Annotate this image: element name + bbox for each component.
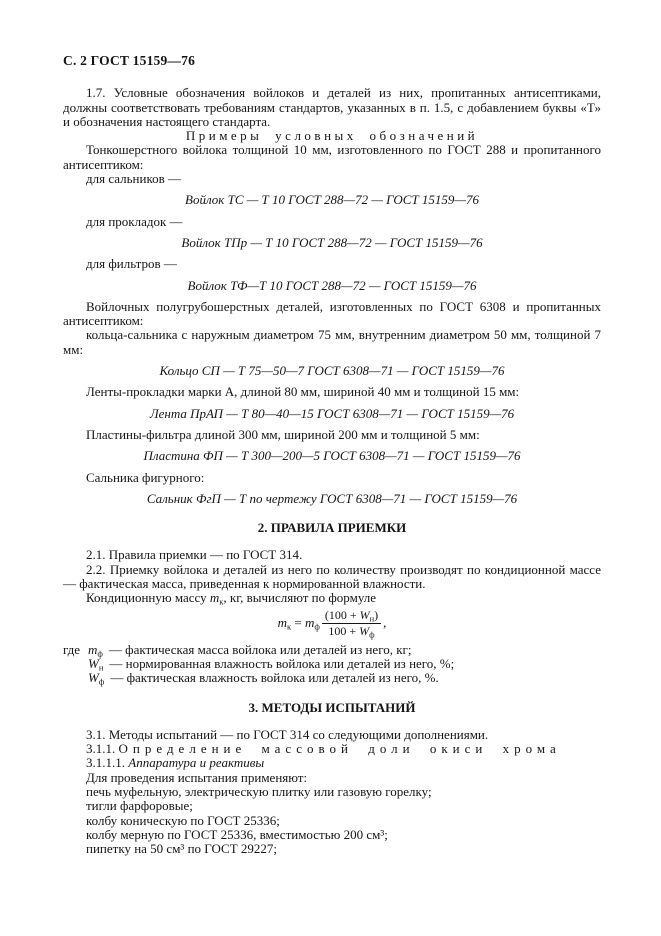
formula-rhs-sub: ф bbox=[314, 621, 320, 632]
numerator-pre: (100 + bbox=[324, 607, 360, 622]
designation-felt-tpr: Войлок ТПр — Т 10 ГОСТ 288—72 — ГОСТ 15159—76 bbox=[181, 234, 483, 250]
legend-row-wn bbox=[63, 657, 601, 671]
formula-equals: = bbox=[291, 614, 305, 630]
paragraph-2-1: 2.1. Правила приемки — по ГОСТ 314. bbox=[86, 547, 303, 563]
formula-lhs-var: m bbox=[277, 614, 287, 630]
legend-var-w1: W bbox=[88, 655, 99, 671]
legend-row-mf bbox=[63, 643, 601, 657]
conditioned-mass-formula bbox=[63, 609, 601, 639]
formula-tail-comma: , bbox=[383, 614, 387, 630]
formula-lhs-sub: к bbox=[286, 621, 292, 632]
clause-3-1-1-number: 3.1.1. bbox=[86, 741, 119, 757]
clause-3-1-1-1-number: 3.1.1.1. bbox=[86, 755, 129, 771]
legend-desc-wf: — фактическая влажность войлока или деталей из него, %. bbox=[110, 670, 439, 686]
numerator-var: W bbox=[359, 607, 370, 622]
designation-tape-prap: Лента ПрАП — Т 80—40—15 ГОСТ 6308—71 — ГОСТ 15159—76 bbox=[149, 405, 515, 421]
legend-var-w2: W bbox=[88, 670, 99, 686]
denominator-var: W bbox=[359, 624, 370, 639]
apparatus-intro: Для проведения испытания применяют: bbox=[86, 769, 308, 785]
use-label-salniki: для сальников — bbox=[86, 171, 182, 187]
part-label-plate: Пластины-фильтра длиной 300 мм, шириной 200 мм и толщиной 5 мм: bbox=[86, 426, 480, 442]
apparatus-item-measuring-flask: колбу мерную по ГОСТ 25336, вместимостью 200 см³; bbox=[86, 826, 388, 842]
legend-sub-n: н bbox=[98, 662, 104, 673]
formula-legend bbox=[63, 643, 601, 686]
formula-intro-post: , кг, вычисляют по формуле bbox=[223, 590, 377, 606]
designation-felt-tf: Войлок ТФ—Т 10 ГОСТ 288—72 — ГОСТ 15159—76 bbox=[187, 277, 477, 293]
paragraph-1-7: 1.7. Условные обозначения войлоков и деталей из них, пропитанных антисептиками, должны соответствовать требованиям стандартов, указанных в п. 1.5, с добавлением буквы «Т» и обозначения настоящего стандарта. bbox=[63, 85, 601, 129]
paragraph-3-1: 3.1. Методы испытаний — по ГОСТ 314 со следующими дополнениями. bbox=[86, 726, 489, 742]
legend-sub-f: ф bbox=[97, 648, 103, 659]
page-header: С. 2 ГОСТ 15159—76 bbox=[63, 53, 196, 68]
paragraph-semicoarse-felt: Войлочных полугрубошерстных деталей, изготовленных по ГОСТ 6308 и пропитанных антисептиком: bbox=[63, 298, 601, 329]
part-label-ring: кольца-сальника с наружным диаметром 75 мм, внутренним диаметром 50 мм, толщиной 7 мм: bbox=[63, 327, 601, 357]
clause-3-1-1-1-title: Аппаратура и реактивы bbox=[128, 755, 265, 771]
paragraph-thin-felt: Тонкошерстного войлока толщиной 10 мм, изготовленного по ГОСТ 288 и пропитанного антисептиком: bbox=[63, 142, 601, 172]
legend-desc-mf: — фактическая масса войлока или деталей из него, кг; bbox=[108, 641, 412, 657]
formula-intro bbox=[63, 591, 601, 605]
designation-felt-ts: Войлок ТС — Т 10 ГОСТ 288—72 — ГОСТ 15159—76 bbox=[185, 192, 479, 208]
mass-variable-subscript: к bbox=[219, 596, 224, 607]
part-label-tape: Ленты-прокладки марки А, длиной 80 мм, шириной 40 мм и толщиной 15 мм: bbox=[86, 384, 520, 400]
paragraph-3-1-1-1 bbox=[63, 756, 601, 770]
mass-variable: m bbox=[209, 590, 220, 606]
denominator-pre: 100 + bbox=[328, 624, 360, 639]
legend-where-label: где bbox=[63, 641, 81, 657]
clause-3-1-1-title: Определение массовой доли окиси хрома bbox=[118, 741, 561, 757]
section-2-heading: 2. ПРАВИЛА ПРИЕМКИ bbox=[257, 520, 407, 536]
use-label-filtry: для фильтров — bbox=[86, 256, 177, 272]
legend-var-m: m bbox=[88, 641, 98, 657]
designation-plate-fp: Пластина ФП — Т 300—200—5 ГОСТ 6308—71 — ГОСТ 15159—76 bbox=[143, 448, 521, 464]
numerator-sub: н bbox=[369, 613, 375, 624]
section-3-heading: 3. МЕТОДЫ ИСПЫТАНИЙ bbox=[248, 699, 416, 715]
denominator-sub: ф bbox=[369, 629, 375, 640]
formula-intro-pre: Кондиционную массу bbox=[86, 590, 210, 606]
designation-ring-sp: Кольцо СП — Т 75—50—7 ГОСТ 6308—71 — ГОСТ 15159—76 bbox=[159, 363, 505, 379]
formula-rhs-var: m bbox=[304, 614, 315, 630]
formula-fraction bbox=[322, 609, 381, 639]
legend-desc-wn: — нормированная влажность войлока или деталей из него, %; bbox=[109, 655, 455, 671]
legend-row-wf bbox=[63, 671, 601, 685]
numerator-post: ) bbox=[374, 607, 379, 622]
apparatus-item-crucibles: тигли фарфоровые; bbox=[86, 798, 193, 814]
fraction-denominator bbox=[322, 624, 381, 639]
fraction-numerator bbox=[322, 609, 381, 625]
legend-sub-f2: ф bbox=[98, 676, 105, 687]
paragraph-2-2: 2.2. Приемку войлока и деталей из него по количеству производят по кондиционной массе — фактическая масса, приведенная к нормированной влажности. bbox=[63, 561, 601, 592]
apparatus-item-furnace: печь муфельную, электрическую плитку или газовую горелку; bbox=[86, 783, 432, 799]
designation-salnik-fgp: Сальник ФгП — Т по чертежу ГОСТ 6308—71 — ГОСТ 15159—76 bbox=[146, 490, 518, 506]
examples-heading: Примеры условных обозначений bbox=[185, 128, 479, 144]
paragraph-3-1-1 bbox=[63, 742, 601, 756]
apparatus-item-pipette: пипетку на 50 см³ по ГОСТ 29227; bbox=[86, 841, 277, 857]
use-label-prokladki: для прокладок — bbox=[86, 213, 183, 229]
apparatus-item-conical-flask: колбу коническую по ГОСТ 25336; bbox=[86, 812, 280, 828]
part-label-shaped-salnik: Сальника фигурного: bbox=[86, 469, 205, 485]
